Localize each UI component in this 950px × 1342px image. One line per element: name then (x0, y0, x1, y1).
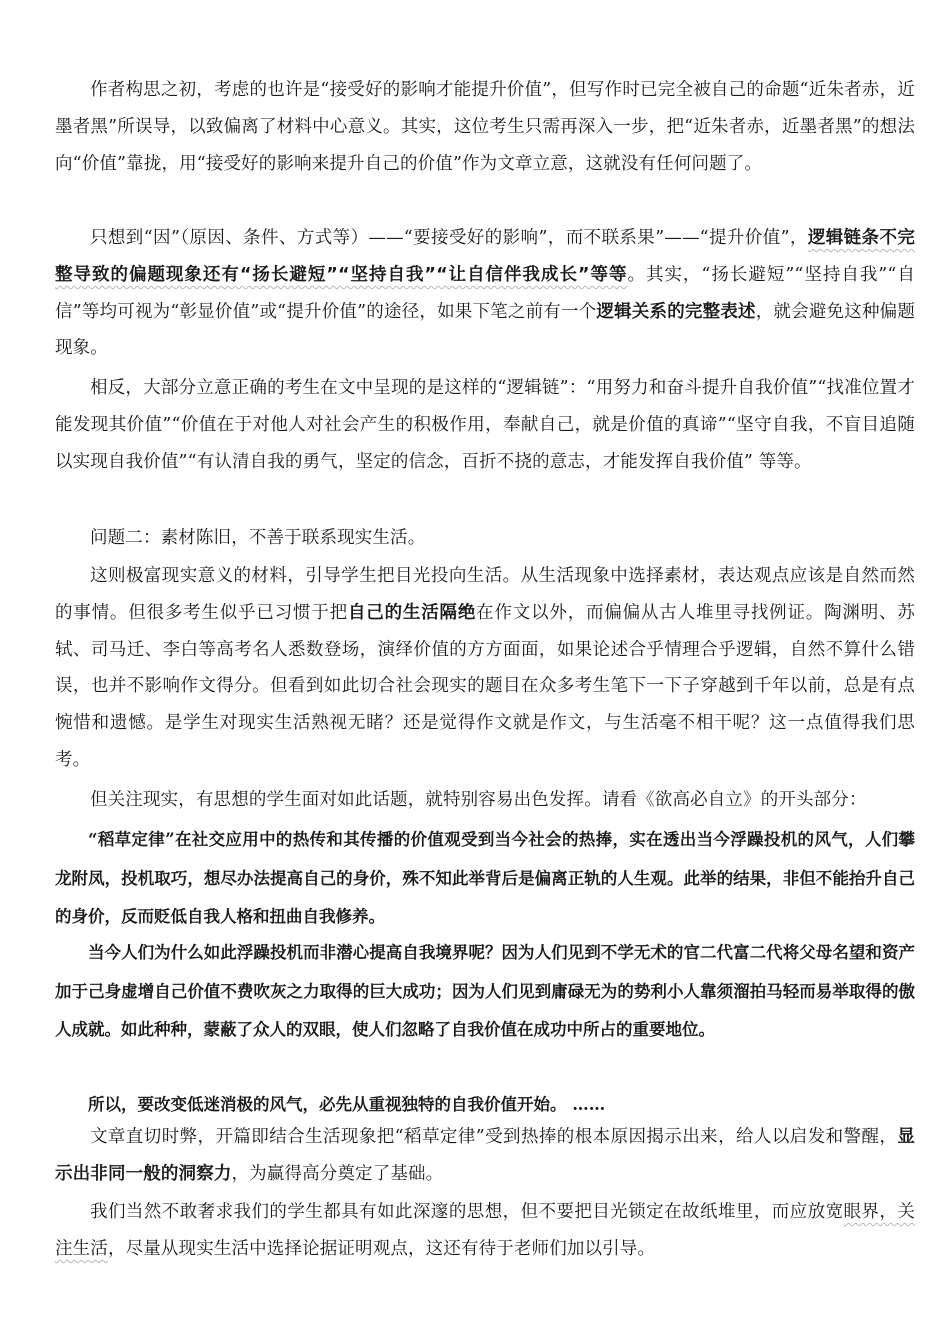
quote-text: 所以，要改变低迷消极的风气，必先从重视独特的自我价值开始。 …… (88, 1095, 606, 1114)
quote-text: “稻草定律”在社交应用中的热传和其传播的价值观受到当今社会的热捧，实在透出当今浮躁投机的风气，人们攀龙附凤，投机取巧，想尽办法提高自己的身价，殊不知此举背后是偏离正轨的人生观。此举的结果，非但不能抬升自己的身价，反而贬低自我人格和扭曲自我修养。 (55, 830, 915, 926)
section-heading: 问题二：素材陈旧，不善于联系现实生活。 (90, 528, 426, 548)
paragraph-2 (55, 220, 915, 367)
paragraph-text: 但关注现实，有思想的学生面对如此话题，就特别容易出色发挥。请看《欲高必自立》的开头部分： (90, 790, 867, 810)
paragraph-text: 我们当然不敢奢求我们的学生都具有如此深邃的思想，但不要把目光锁定在故纸堆里，而应放宽 (90, 1202, 844, 1222)
quote-paragraph-2 (55, 934, 915, 1050)
paragraph-text: 作者构思之初，考虑的也许是“接受好的影响才能提升价值”，但写作时已完全被自己的命题“近朱者赤，近墨者黑”所误导，以致偏离了材料中心意义。其实，这位考生只需再深入一步，把“近朱者赤，近墨者黑”的想法向“价值”靠拢，用“接受好的影响来提升自己的价值”作为文章立意，这就没有任何问题了。 (55, 80, 915, 174)
paragraph-7 (55, 1119, 915, 1193)
paragraph-4 (55, 520, 915, 557)
bold-phrase: 逻辑关系的完整表述 (596, 301, 756, 322)
quote-paragraph-1 (55, 821, 915, 937)
paragraph-text: 相反，大部分立意正确的考生在文中呈现的是这样的“逻辑链”：“用努力和奋斗提升自我价值”“找准位置才能发现其价值”“价值在于对他人对社会产生的积极作用，奉献自己，就是价值的真谛”“坚守自我，不盲目追随以实现自我价值”“有认清自我的勇气，坚定的信念，百折不挠的意志，才能发挥自我价值” 等等。 (55, 378, 915, 472)
quote-text: 当今人们为什么如此浮躁投机而非潜心提高自我境界呢？因为人们见到不学无术的官二代富二代将父母名望和资产加于己身虚增自己价值不费吹灰之力取得的巨大成功；因为人们见到庸碌无为的势利小人靠须溜拍马轻而易举取得的傲人成就。如此种种，蒙蔽了众人的双眼，使人们忽略了自我价值在成功中所占的重要地位。 (55, 943, 915, 1039)
paragraph-text: ，就会避免这种偏题现象。 (55, 301, 915, 359)
paragraph-3 (55, 370, 915, 480)
paragraph-text: 在作文以外，而偏偏从古人堆里寻找例证。陶渊明、苏轼、司马迁、李白等高考名人悉数登场，演绎价值的方方面面，如果论述合乎情理合乎逻辑，自然不算什么错误，也并不影响作文得分。但看到如此切合社会现实的题目在众多考生笔下一下子穿越到千年以前，总是有点惋惜和遗憾。是学生对现实生活熟视无睹？还是觉得作文就是作文，与生活毫不相干呢？这一点值得我们思考。 (55, 602, 915, 770)
paragraph-text: ，为赢得高分奠定了基础。 (231, 1163, 444, 1184)
paragraph-text: 。其实，“扬长避短”“坚持自我”“自信”等均可视为“彰显价值”或“提升价值”的途径，如果下笔之前有一个 (55, 264, 915, 322)
paragraph-text: 只想到“因”（原因、条件、方式等）——“要接受好的影响”，而不联系果”——“提升价值”， (90, 228, 808, 248)
paragraph-text: ，尽量从现实生活中选择论据证明观点，这还有待于老师们加以引导。 (107, 1238, 656, 1259)
paragraph-1 (55, 72, 915, 182)
paragraph-text: 文章直切时弊，开篇即结合生活现象把“稻草定律”受到热捧的根本原因揭示出来，给人以启发和警醒， (90, 1127, 898, 1147)
paragraph-8 (55, 1194, 915, 1268)
paragraph-6 (55, 782, 915, 819)
underlined-phrase: 眼界，关注生活 (55, 1202, 916, 1259)
paragraph-text: 这则极富现实意义的材料，引导学生把目光投向生活。从生活现象中选择素材，表达观点应该是自然而然的事情。但很多考生似乎已习惯于把 (55, 566, 915, 623)
bold-phrase: 逻辑链条不完整导致的偏题现象还有“扬长避短”“坚持自我”“让自信伴我成长”等等 (55, 228, 915, 285)
paragraph-5 (55, 558, 915, 779)
bold-phrase: 自己的生活隔绝 (347, 602, 477, 623)
bold-phrase: 显示出非同一般的洞察力 (55, 1127, 915, 1184)
